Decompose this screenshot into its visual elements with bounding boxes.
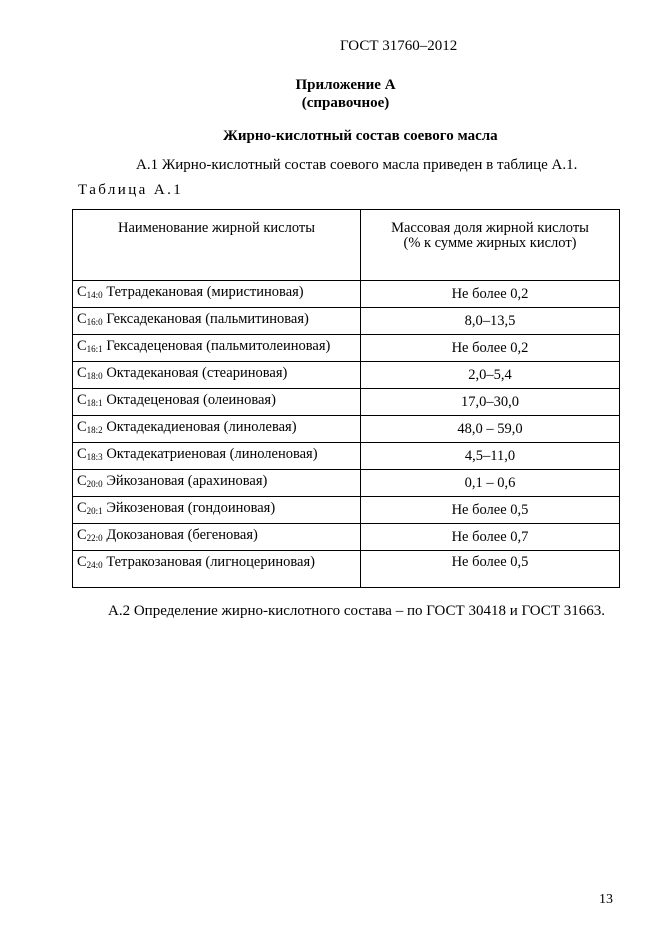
column-header-name	[73, 210, 361, 281]
acid-symbol: C	[77, 365, 87, 381]
acid-symbol-subscript: 16:1	[86, 344, 103, 354]
section-title: Жирно-кислотный состав соевого масла	[223, 128, 498, 144]
acid-name: Эйкозеновая (гондоиновая)	[106, 500, 276, 516]
paragraph-a1: А.1 Жирно-кислотный состав соевого масла приведен в таблице А.1.	[136, 157, 578, 173]
acid-symbol-subscript: 18:2	[86, 425, 103, 435]
page-number: 13	[599, 892, 613, 907]
paragraph-a2: А.2 Определение жирно-кислотного состава – по ГОСТ 30418 и ГОСТ 31663.	[108, 603, 605, 619]
acid-name-cell	[73, 551, 361, 588]
mass-fraction-cell: 2,0–5,4	[361, 362, 620, 389]
mass-fraction-cell: 4,5–11,0	[361, 443, 620, 470]
appendix-subtitle: (справочное)	[301, 95, 390, 111]
acid-name-cell	[73, 308, 361, 335]
acid-name: Тетракозановая (лигноцериновая)	[106, 554, 315, 570]
column-header-value	[361, 210, 620, 281]
acid-symbol-subscript: 18:3	[86, 452, 103, 462]
mass-fraction-cell: 8,0–13,5	[361, 308, 620, 335]
acid-name: Эйкозановая (арахиновая)	[106, 473, 268, 489]
table-row	[73, 362, 620, 389]
table-row	[73, 335, 620, 362]
table-row	[73, 524, 620, 551]
acid-name: Гексадекановая (пальмитиновая)	[106, 311, 309, 327]
acid-symbol: C	[77, 419, 87, 435]
acid-symbol: C	[77, 500, 87, 516]
acid-name: Тетрадекановая (миристиновая)	[106, 284, 304, 300]
acid-symbol-subscript: 20:0	[86, 479, 103, 489]
acid-name: Гексадеценовая (пальмитолеиновая)	[106, 338, 331, 354]
table-header-row	[73, 210, 620, 281]
table-row	[73, 497, 620, 524]
document-code: ГОСТ 31760–2012	[340, 38, 458, 54]
acid-name: Октадекановая (стеариновая)	[106, 365, 288, 381]
mass-fraction-cell: 48,0 – 59,0	[361, 416, 620, 443]
acid-symbol: C	[77, 473, 87, 489]
acid-name: Октадеценовая (олеиновая)	[106, 392, 276, 408]
mass-fraction-cell: Не более 0,2	[361, 335, 620, 362]
acid-name: Октадекадиеновая (линолевая)	[106, 419, 297, 435]
acid-symbol-subscript: 22:0	[86, 533, 103, 543]
mass-fraction-cell: 0,1 – 0,6	[361, 470, 620, 497]
acid-name-cell	[73, 362, 361, 389]
acid-name-cell	[73, 389, 361, 416]
acid-symbol-subscript: 24:0	[86, 560, 103, 570]
appendix-title: Приложение А	[295, 77, 396, 93]
table-caption: Таблица А.1	[78, 182, 184, 198]
acid-symbol: C	[77, 446, 87, 462]
column-header-value-line2: (% к сумме жирных кислот)	[403, 235, 577, 251]
acid-symbol-subscript: 18:0	[86, 371, 103, 381]
acid-symbol: C	[77, 527, 87, 543]
acid-symbol: C	[77, 338, 87, 354]
table-row	[73, 389, 620, 416]
acid-symbol: C	[77, 311, 87, 327]
acid-symbol: C	[77, 284, 87, 300]
acid-name-cell	[73, 524, 361, 551]
acid-symbol-subscript: 18:1	[86, 398, 103, 408]
acid-name-cell	[73, 443, 361, 470]
table-row	[73, 551, 620, 588]
acid-name-cell	[73, 497, 361, 524]
acid-symbol-subscript: 20:1	[86, 506, 103, 516]
table-row	[73, 470, 620, 497]
table-row	[73, 308, 620, 335]
acid-symbol-subscript: 16:0	[86, 317, 103, 327]
table-row	[73, 281, 620, 308]
acid-name-cell	[73, 470, 361, 497]
column-header-name-text: Наименование жирной кислоты	[118, 220, 315, 236]
acid-symbol: C	[77, 392, 87, 408]
acid-name: Октадекатриеновая (линоленовая)	[106, 446, 318, 462]
acid-symbol-subscript: 14:0	[86, 290, 103, 300]
acid-name-cell	[73, 335, 361, 362]
mass-fraction-cell: Не более 0,5	[361, 497, 620, 524]
column-header-value-line1: Массовая доля жирной кислоты	[391, 220, 589, 236]
table-row	[73, 443, 620, 470]
mass-fraction-cell: Не более 0,5	[361, 551, 620, 588]
acid-name-cell	[73, 416, 361, 443]
table-row	[73, 416, 620, 443]
mass-fraction-cell: Не более 0,2	[361, 281, 620, 308]
appendix-heading	[0, 76, 661, 112]
acid-name-cell	[73, 281, 361, 308]
mass-fraction-cell: Не более 0,7	[361, 524, 620, 551]
acid-symbol: C	[77, 554, 87, 570]
acid-name: Докозановая (бегеновая)	[106, 527, 258, 543]
mass-fraction-cell: 17,0–30,0	[361, 389, 620, 416]
fatty-acid-table	[72, 209, 620, 588]
